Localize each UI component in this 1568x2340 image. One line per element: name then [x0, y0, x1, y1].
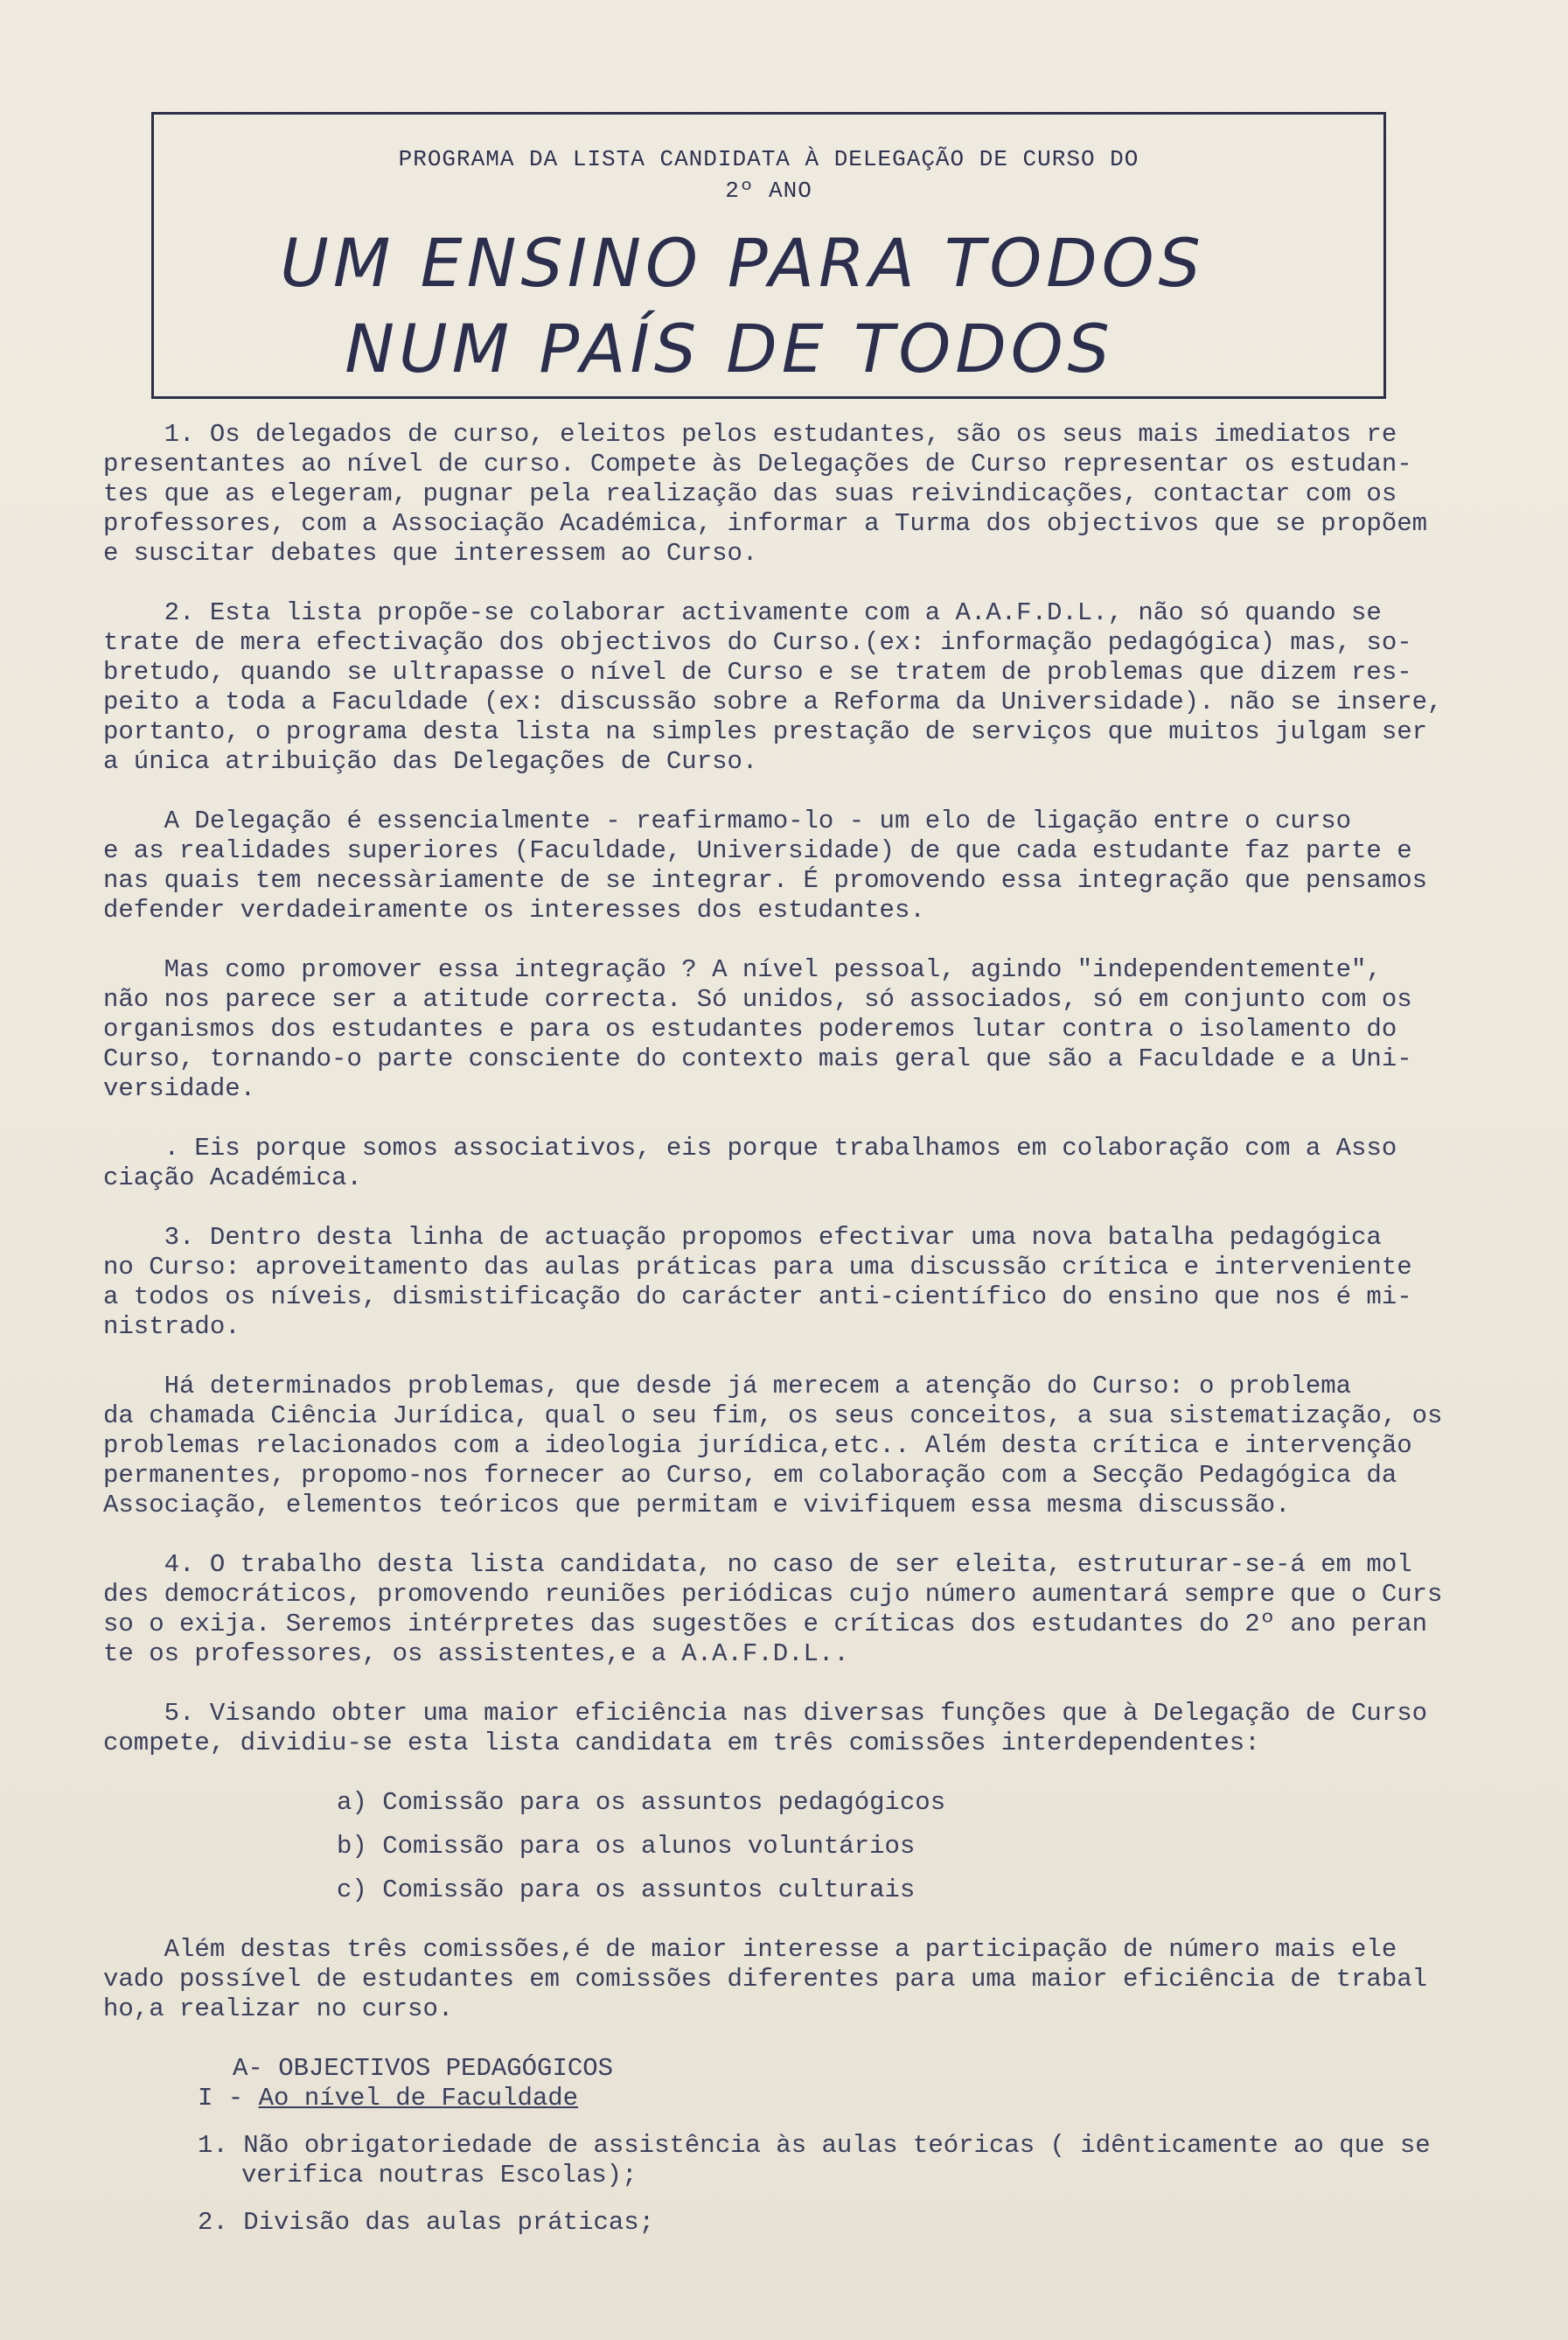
- document-body: [103, 420, 1467, 2238]
- objective-item: 2. Divisão das aulas práticas;: [198, 2208, 655, 2237]
- text-line: professores, com a Associação Académica, informar a Turma dos objectivos que se propõem: [103, 509, 1428, 538]
- text-line: versidade.: [103, 1074, 256, 1103]
- text-line: 4. O trabalho desta lista candidata, no caso de ser eleita, estruturar-se-á em mol: [103, 1550, 1412, 1579]
- text-line: 1. Os delegados de curso, eleitos pelos estudantes, são os seus mais imediatos re: [103, 420, 1397, 449]
- text-line: presentantes ao nível de curso. Compete às Delegações de Curso representar os estudan-: [103, 450, 1412, 478]
- commission-item: b) Comissão para os alunos voluntários: [337, 1832, 916, 1861]
- text-line: des democráticos, promovendo reuniões periódicas cujo número aumentará sempre que o Curs: [103, 1580, 1443, 1609]
- text-line: ciação Académica.: [103, 1163, 362, 1192]
- text-line: problemas relacionados com a ideologia jurídica,etc.. Além desta crítica e intervenção: [103, 1431, 1412, 1460]
- paragraph: [103, 1550, 1467, 1669]
- text-line: 2. Esta lista propõe-se colaborar activamente com a A.A.F.D.L., não só quando se: [103, 598, 1382, 627]
- paragraph: [103, 420, 1467, 569]
- text-line: compete, dividiu-se esta lista candidata em três comissões interdependentes:: [103, 1729, 1260, 1757]
- text-line: não nos parece ser a atitude correcta. Só unidos, só associados, só em conjunto com os: [103, 985, 1412, 1014]
- text-line: e suscitar debates que interessem ao Curso.: [103, 539, 758, 568]
- commission-item: a) Comissão para os assuntos pedagógicos: [337, 1788, 946, 1817]
- text-line: organismos dos estudantes e para os estudantes poderemos lutar contra o isolamento do: [103, 1015, 1397, 1044]
- text-line: Mas como promover essa integração ? A nível pessoal, agindo "independentemente",: [103, 955, 1382, 984]
- text-line: Há determinados problemas, que desde já merecem a atenção do Curso: o problema: [103, 1372, 1352, 1401]
- closing-paragraph: [103, 1935, 1467, 2024]
- slogan-line-1: UM ENSINO PARA TODOS: [280, 224, 1205, 302]
- text-line: 5. Visando obter uma maior eficiência nas diversas funções que à Delegação de Curso: [103, 1699, 1428, 1728]
- text-line: tes que as elegeram, pugnar pela realização das suas reivindicações, contactar com os: [103, 479, 1397, 508]
- paragraph: [103, 1699, 1467, 1758]
- text-line: trate de mera efectivação dos objectivos do Curso.(ex: informação pedagógica) mas, so-: [103, 628, 1412, 657]
- section-subtitle: [103, 2084, 1467, 2113]
- text-line: permanentes, propomo-nos fornecer ao Curso, em colaboração com a Secção Pedagógica da: [103, 1461, 1397, 1490]
- text-line: e as realidades superiores (Faculdade, Universidade) de que cada estudante faz parte e: [103, 836, 1412, 865]
- paragraph: [103, 807, 1467, 926]
- text-line: A Delegação é essencialmente - reafirmamo-lo - um elo de ligação entre o curso: [103, 807, 1352, 835]
- header-box: [151, 112, 1386, 399]
- text-line: . Eis porque somos associativos, eis porque trabalhamos em colaboração com a Asso: [103, 1134, 1397, 1163]
- section-title: A- OBJECTIVOS PEDAGÓGICOS: [233, 2054, 614, 2083]
- text-line: portanto, o programa desta lista na simples prestação de serviços que muitos julgam ser: [103, 717, 1428, 746]
- text-line: da chamada Ciência Jurídica, qual o seu fim, os seus conceitos, a sua sistematização, os: [103, 1401, 1443, 1430]
- paragraphs: [103, 420, 1467, 1758]
- subtitle-prefix: I -: [198, 2084, 259, 2113]
- text-line: Curso, tornando-o parte consciente do contexto mais geral que são a Faculdade e a Uni-: [103, 1044, 1412, 1073]
- text-line: bretudo, quando se ultrapasse o nível de Curso e se tratem de problemas que dizem res-: [103, 658, 1412, 687]
- commission-list: [103, 1788, 1467, 1905]
- text-line: peito a toda a Faculdade (ex: discussão sobre a Reforma da Universidade). não se insere,: [103, 688, 1443, 716]
- objective-item-continued: verifica noutras Escolas);: [241, 2161, 638, 2190]
- program-year: 2º ANO: [725, 178, 812, 204]
- commission-item: c) Comissão para os assuntos culturais: [337, 1875, 916, 1904]
- text-line: nas quais tem necessàriamente de se integrar. É promovendo essa integração que pensamos: [103, 866, 1428, 895]
- text-line: no Curso: aproveitamento das aulas práticas para uma discussão crítica e interveniente: [103, 1253, 1412, 1282]
- text-line: defender verdadeiramente os interesses dos estudantes.: [103, 896, 925, 925]
- text-line: te os professores, os assistentes,e a A.A.F.D.L..: [103, 1639, 849, 1668]
- subtitle-text: Ao nível de Faculdade: [258, 2084, 579, 2113]
- paragraph: [103, 955, 1467, 1104]
- text-line: a todos os níveis, dismistificação do carácter anti-científico do ensino que nos é mi-: [103, 1282, 1412, 1311]
- text-line: Associação, elementos teóricos que permitam e vivifiquem essa mesma discussão.: [103, 1491, 1291, 1519]
- text-line: 3. Dentro desta linha de actuação propomos efectivar uma nova batalha pedagógica: [103, 1223, 1382, 1252]
- text-line: vado possível de estudantes em comissões diferentes para uma maior eficiência de trabal: [103, 1965, 1428, 1994]
- slogan-line-2: NUM PAÍS DE TODOS: [345, 310, 1114, 388]
- objective-item: 1. Não obrigatoriedade de assistência às aulas teóricas ( idênticamente ao que se: [198, 2131, 1431, 2160]
- paragraph: [103, 598, 1467, 777]
- text-line: a única atribuição das Delegações de Curso.: [103, 747, 758, 776]
- text-line: so o exija. Seremos intérpretes das sugestões e críticas dos estudantes do 2º ano peran: [103, 1610, 1428, 1638]
- paragraph: [103, 1223, 1467, 1342]
- text-line: ho,a realizar no curso.: [103, 1994, 454, 2023]
- paragraph: [103, 1372, 1467, 1520]
- paragraph: [103, 1134, 1467, 1193]
- text-line: Além destas três comissões,é de maior interesse a participação de número mais ele: [103, 1935, 1397, 1964]
- program-title: PROGRAMA DA LISTA CANDIDATA À DELEGAÇÃO DE CURSO DO: [398, 146, 1139, 172]
- objectives-section: [103, 2054, 1467, 2238]
- text-line: nistrado.: [103, 1312, 240, 1341]
